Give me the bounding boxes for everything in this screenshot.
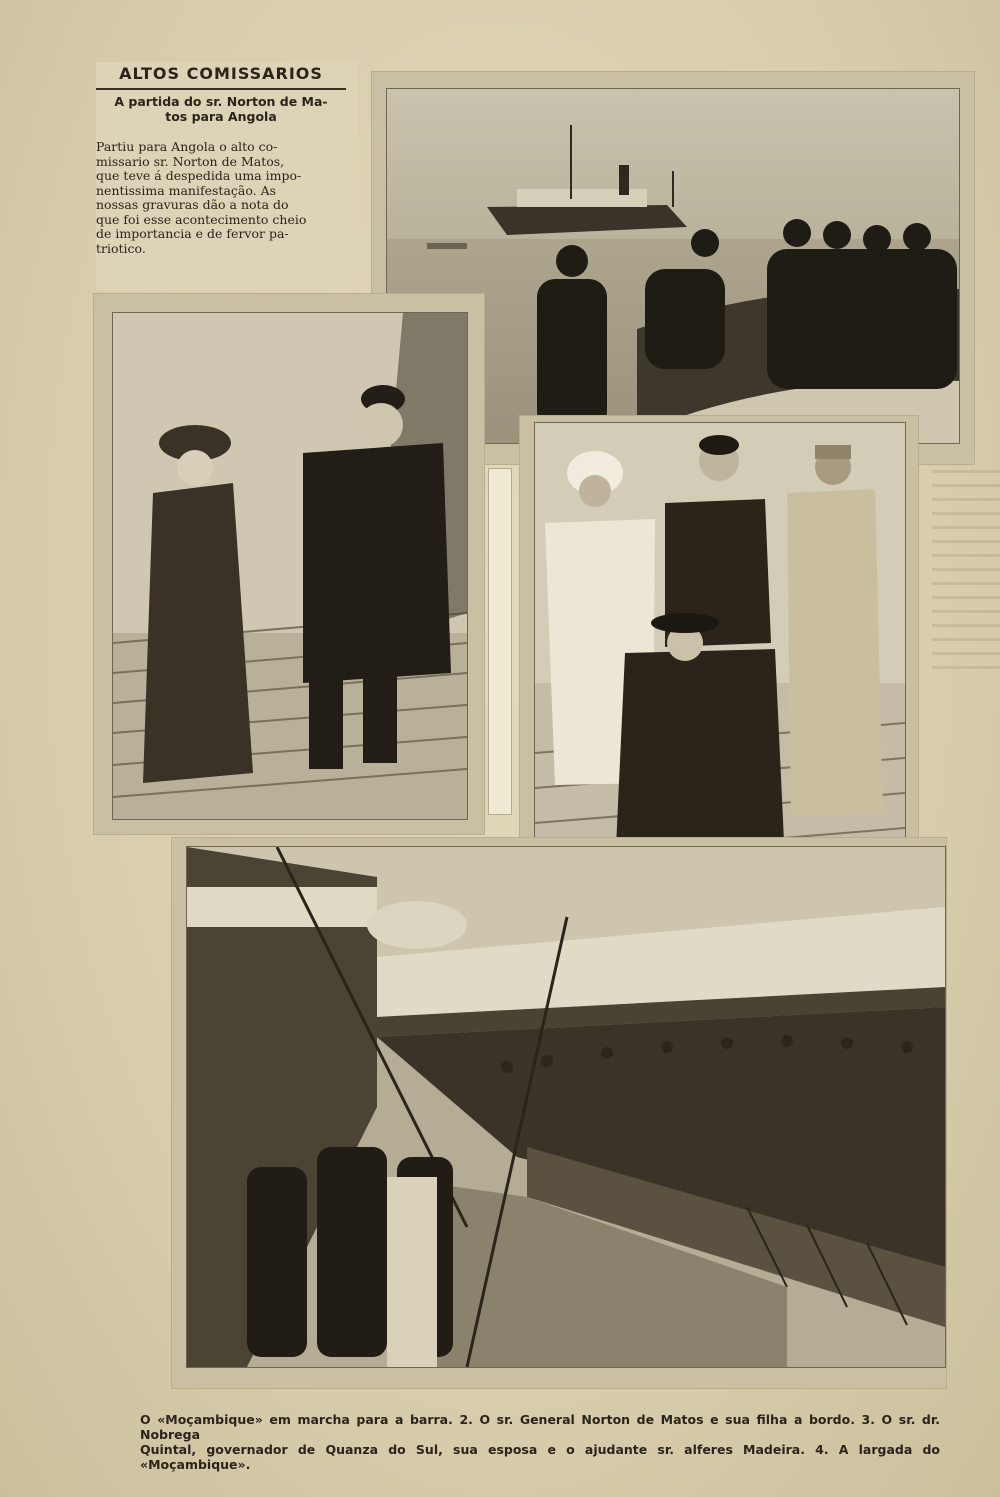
photo-dock-crowd xyxy=(186,846,946,1368)
caption-line-2: Quintal, governador de Quanza do Sul, sua esposa e o ajudante sr. alferes Madeira. 4. A largada do «Moçambique». xyxy=(140,1442,940,1472)
photo-general-and-daughter xyxy=(112,312,468,820)
section-title: ALTOS COMISSARIOS xyxy=(119,64,323,83)
blank-strip xyxy=(488,468,512,815)
photo-caption xyxy=(140,1412,940,1472)
faded-column-bleed xyxy=(932,470,1000,670)
photo-governor-group xyxy=(534,422,906,904)
body-line: Partiu para Angola o alto co- xyxy=(96,139,278,154)
article-body xyxy=(96,140,352,256)
section-rule xyxy=(96,88,346,90)
body-line: nossas gravuras dão a nota do xyxy=(96,197,289,212)
body-line: de importancia e de fervor pa- xyxy=(96,226,289,241)
body-line: que foi esse acontecimento cheio xyxy=(96,211,307,227)
headline-line-1: A partida do sr. Norton de Ma- xyxy=(114,94,328,109)
body-line: nentissima manifestação. As xyxy=(96,182,277,198)
caption-line-1: O «Moçambique» em marcha para a barra. 2. O sr. General Norton de Matos e sua filha a bordo. 3. O sr. dr. Nobrega xyxy=(140,1412,940,1442)
body-line: que teve á despedida uma impo- xyxy=(96,168,302,183)
headline-line-2: tos para Angola xyxy=(165,109,277,124)
body-line: triotico. xyxy=(96,240,146,256)
article-headline xyxy=(96,94,346,124)
body-line: missario sr. Norton de Matos, xyxy=(96,153,285,169)
